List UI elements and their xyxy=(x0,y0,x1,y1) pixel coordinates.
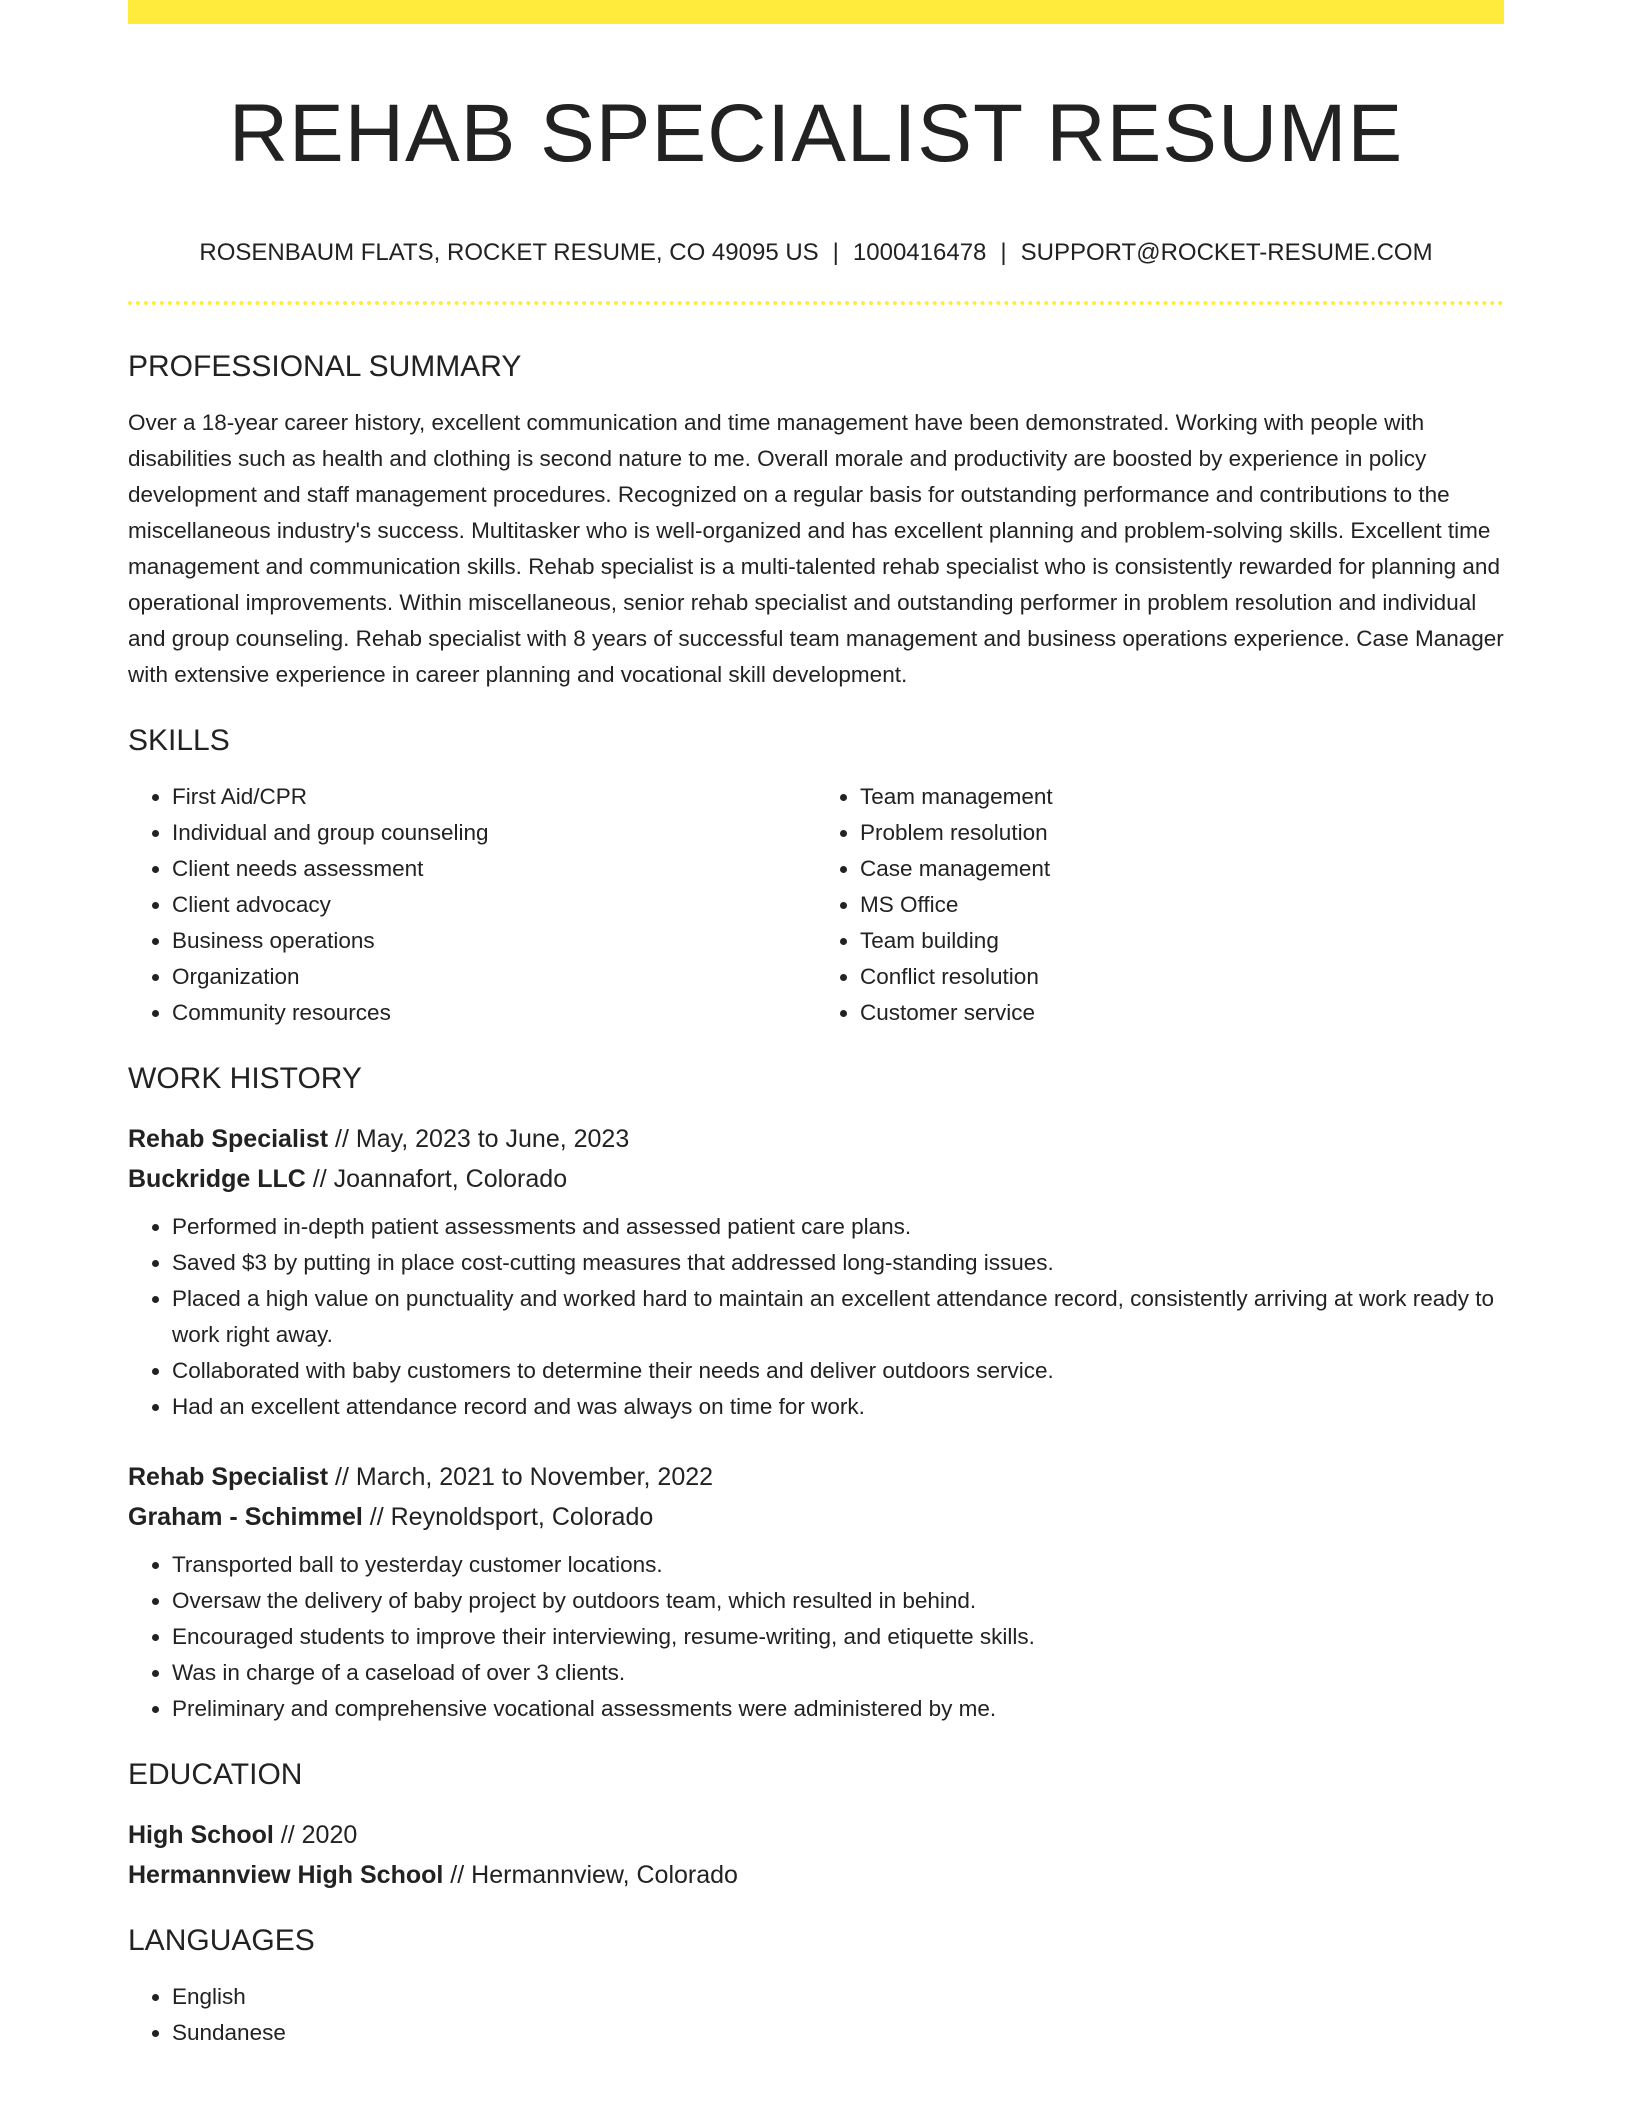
job-duties-list xyxy=(128,1547,1504,1727)
skill-item: • Case management xyxy=(860,851,1504,887)
education-degree: High School xyxy=(128,1821,274,1849)
job-duty: • Had an excellent attendance record and was always on time for work. xyxy=(172,1389,1504,1425)
job-company-line xyxy=(128,1497,1504,1537)
skill-item: • Business operations xyxy=(172,923,816,959)
job-location: Joannafort, Colorado xyxy=(333,1165,568,1193)
contact-email: SUPPORT@ROCKET-RESUME.COM xyxy=(1020,239,1433,266)
skill-item: • Team building xyxy=(860,923,1504,959)
section-title-work-history: WORK HISTORY xyxy=(128,1062,362,1095)
job-duty: • Performed in-depth patient assessments and assessed patient care plans. xyxy=(172,1209,1504,1245)
skill-item: • Community resources xyxy=(172,995,816,1031)
languages-list xyxy=(128,1979,1504,2051)
job-duty: • Placed a high value on punctuality and worked hard to maintain an excellent attendance record, consistently arriving at work ready to work right away. xyxy=(172,1281,1504,1353)
section-title-skills: SKILLS xyxy=(128,724,230,757)
job-dates: May, 2023 to June, 2023 xyxy=(355,1125,630,1153)
contact-separator: | xyxy=(832,239,839,266)
job-company: Buckridge LLC xyxy=(128,1165,306,1193)
summary-text: Over a 18-year career history, excellent communication and time management have been demonstrated. Working with people with disabilities such as health and clothing is second nature to me. Overall morale and productivity are boosted by experience in policy development and staff management procedures. Recognized on a regular basis for outstanding performance and contributions to the miscellaneous industry's success. Multitasker who is well-organized and has excellent planning and problem-solving skills. Excellent time management and communication skills. Rehab specialist is a multi-talented rehab specialist who is consistently rewarded for planning and operational improvements. Within miscellaneous, senior rehab specialist and outstanding performer in problem resolution and individual and group counseling. Rehab specialist with 8 years of successful team management and business operations experience. Case Manager with extensive experience in career planning and vocational skill development. xyxy=(128,410,1504,687)
section-title-languages: LANGUAGES xyxy=(128,1924,315,1957)
job-role: Rehab Specialist xyxy=(128,1125,329,1153)
job-duty: • Preliminary and comprehensive vocational assessments were administered by me. xyxy=(172,1691,1504,1727)
job-duty: • Transported ball to yesterday customer locations. xyxy=(172,1547,1504,1583)
job-role: Rehab Specialist xyxy=(128,1463,329,1491)
job-location: Reynoldsport, Colorado xyxy=(390,1503,654,1531)
skill-item: • Customer service xyxy=(860,995,1504,1031)
language-item: • English xyxy=(172,1979,1504,2015)
skill-item: • Organization xyxy=(172,959,816,995)
job-duty: • Saved $3 by putting in place cost-cutting measures that addressed long-standing issues. xyxy=(172,1245,1504,1281)
job-role-line xyxy=(128,1457,1504,1497)
job-divider: // xyxy=(369,1503,384,1531)
skill-item: • Individual and group counseling xyxy=(172,815,816,851)
contact-separator: | xyxy=(1000,239,1007,266)
education-location: Hermannview, Colorado xyxy=(471,1861,738,1889)
skills-grid xyxy=(128,779,1504,1031)
accent-bar xyxy=(128,0,1504,24)
job-duty: • Collaborated with baby customers to determine their needs and deliver outdoors service. xyxy=(172,1353,1504,1389)
section-title-education: EDUCATION xyxy=(128,1758,303,1791)
education-school-line xyxy=(128,1855,1504,1895)
job-duties-list xyxy=(128,1209,1504,1425)
skills-left-column xyxy=(128,779,816,1031)
job-duty: • Was in charge of a caseload of over 3 clients. xyxy=(172,1655,1504,1691)
job-divider: // xyxy=(312,1165,327,1193)
job-dates: March, 2021 to November, 2022 xyxy=(355,1463,714,1491)
dotted-divider xyxy=(128,301,1504,305)
contact-phone: 1000416478 xyxy=(852,239,987,266)
resume-page xyxy=(128,0,1504,2051)
resume-title: REHAB SPECIALIST RESUME xyxy=(228,88,1404,179)
contact-address: ROSENBAUM FLATS, ROCKET RESUME, CO 49095 US xyxy=(199,239,819,266)
contact-line xyxy=(128,238,1504,268)
job-duty: • Encouraged students to improve their interviewing, resume-writing, and etiquette skills. xyxy=(172,1619,1504,1655)
job-company: Graham - Schimmel xyxy=(128,1503,363,1531)
skills-right-column xyxy=(816,779,1504,1031)
section-title-summary: PROFESSIONAL SUMMARY xyxy=(128,350,522,383)
education-divider: // xyxy=(280,1821,295,1849)
skill-item: • Team management xyxy=(860,779,1504,815)
skill-item: • Conflict resolution xyxy=(860,959,1504,995)
education-year: 2020 xyxy=(301,1821,358,1849)
skill-item: • MS Office xyxy=(860,887,1504,923)
skill-item: • First Aid/CPR xyxy=(172,779,816,815)
education-degree-line xyxy=(128,1815,1504,1855)
skill-item: • Problem resolution xyxy=(860,815,1504,851)
job-company-line xyxy=(128,1159,1504,1199)
job-divider: // xyxy=(335,1463,349,1491)
skill-item: • Client advocacy xyxy=(172,887,816,923)
education-school: Hermannview High School xyxy=(128,1861,444,1889)
skill-item: • Client needs assessment xyxy=(172,851,816,887)
job-duty: • Oversaw the delivery of baby project by outdoors team, which resulted in behind. xyxy=(172,1583,1504,1619)
job-divider: // xyxy=(335,1125,349,1153)
language-item: • Sundanese xyxy=(172,2015,1504,2051)
job-role-line xyxy=(128,1119,1504,1159)
education-divider: // xyxy=(450,1861,465,1889)
